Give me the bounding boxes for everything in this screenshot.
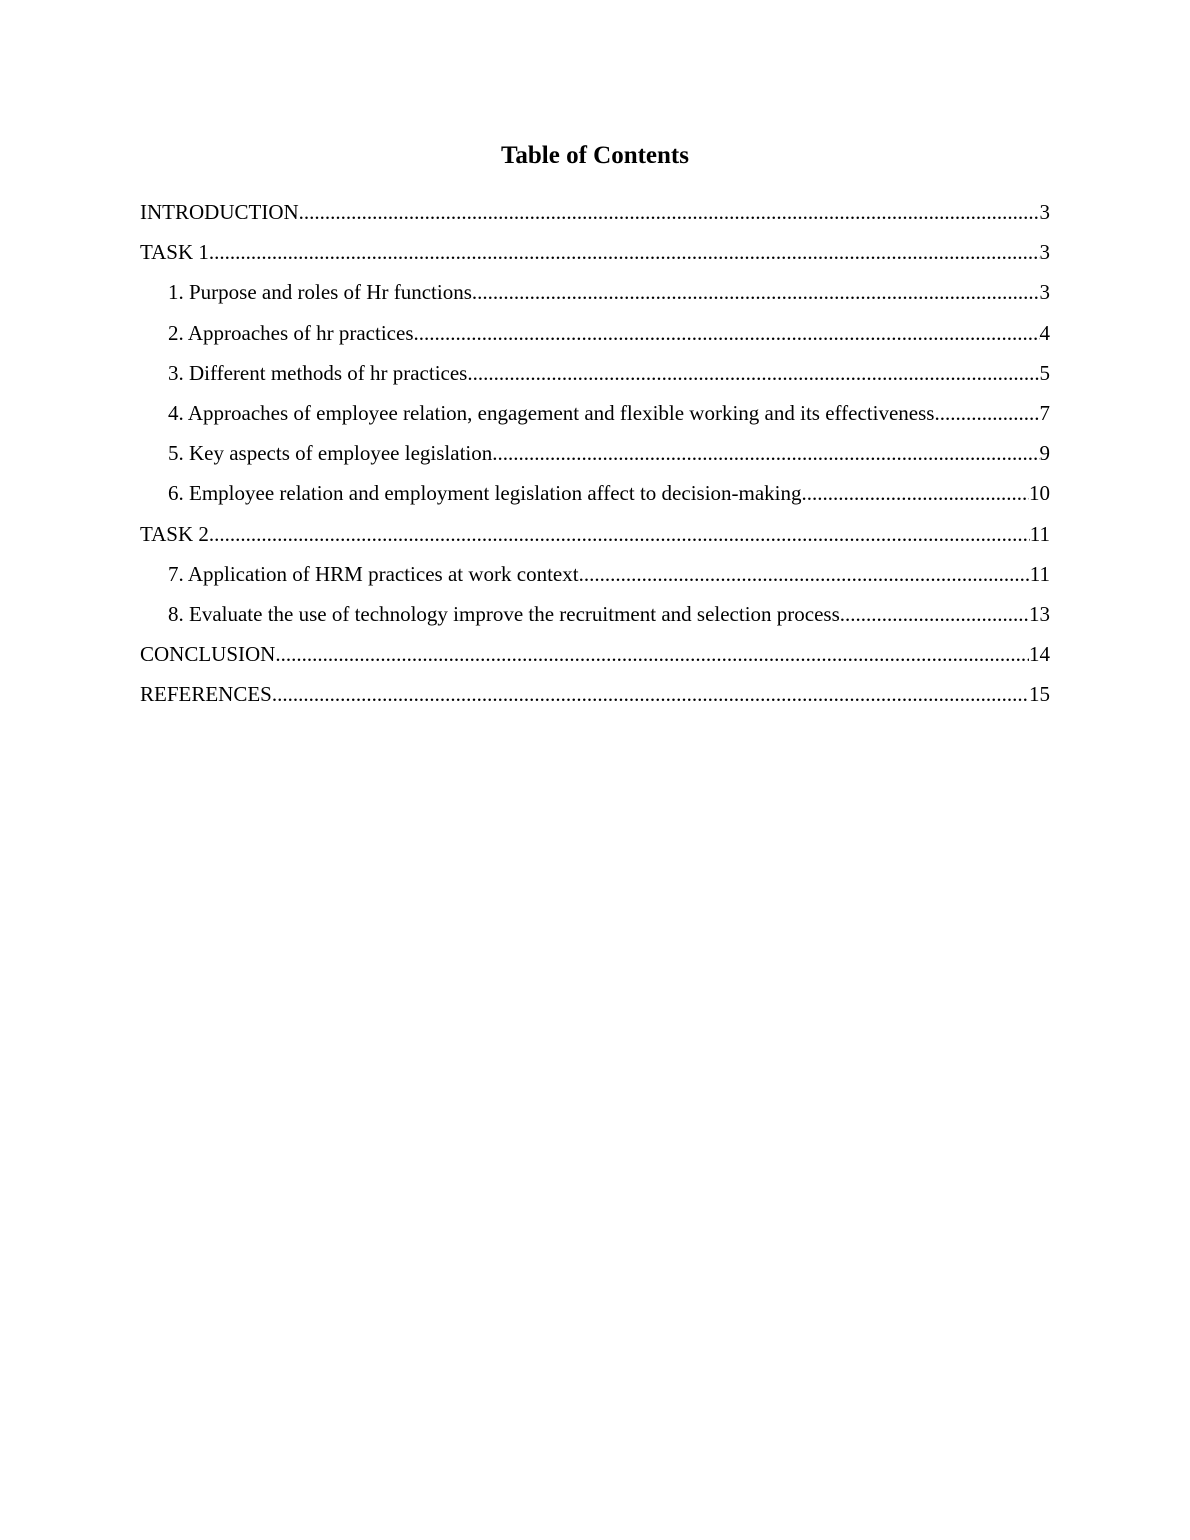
toc-entry-page: 3 [1039, 280, 1050, 305]
toc-entry-hrm-practices[interactable] [140, 558, 1050, 598]
toc-entry-technology[interactable] [140, 598, 1050, 638]
toc-entry-task-2[interactable] [140, 518, 1050, 558]
toc-entry-page: 3 [1039, 200, 1050, 224]
toc-entry-text: 6. Employee relation and employment legislation affect to decision-making [168, 481, 802, 506]
toc-entry-references[interactable] [140, 678, 1050, 718]
toc-entry-decision-making[interactable] [140, 477, 1050, 517]
toc-entry-page: 3 [1039, 240, 1050, 265]
toc-entry-page: 7 [1039, 400, 1050, 425]
toc-dot-leader [299, 196, 1040, 228]
toc-entry-text: 7. Application of HRM practices at work context [168, 561, 579, 586]
toc-entry-task-1[interactable] [140, 236, 1050, 276]
toc-dot-leader [579, 558, 1030, 590]
toc-list [140, 196, 1050, 718]
toc-entry-page: 9 [1039, 441, 1050, 466]
toc-entry-text: 5. Key aspects of employee legislation [168, 441, 493, 466]
toc-title: Table of Contents [501, 142, 689, 169]
toc-entry-text: CONCLUSION [140, 642, 276, 667]
toc-dot-leader [472, 276, 1040, 308]
toc-entry-text: INTRODUCTION [140, 200, 299, 224]
toc-dot-leader [467, 357, 1039, 389]
toc-dot-leader [209, 236, 1040, 268]
toc-dot-leader [272, 678, 1029, 710]
toc-entry-different-methods[interactable] [140, 357, 1050, 397]
toc-entry-page: 4 [1039, 320, 1050, 345]
toc-entry-purpose-roles[interactable] [140, 276, 1050, 316]
toc-entry-text: 4. Approaches of employee relation, engagement and flexible working and its effectiveness [168, 400, 935, 425]
toc-dot-leader [275, 638, 1029, 670]
toc-entry-page: 5 [1039, 360, 1050, 385]
toc-entry-page: 15 [1029, 682, 1050, 707]
toc-entry-key-aspects[interactable] [140, 437, 1050, 477]
toc-entry-conclusion[interactable] [140, 638, 1050, 678]
toc-dot-leader [492, 437, 1039, 469]
toc-dot-leader [840, 598, 1029, 630]
toc-entry-text: REFERENCES [140, 682, 272, 707]
toc-entry-text: 3. Different methods of hr practices [168, 360, 468, 385]
toc-entry-text: 2. Approaches of hr practices [168, 320, 414, 345]
toc-entry-page: 10 [1029, 481, 1050, 506]
toc-entry-page: 11 [1029, 561, 1050, 586]
toc-entry-text: TASK 2 [140, 521, 209, 546]
toc-dot-leader [934, 397, 1039, 429]
toc-entry-approaches-hr[interactable] [140, 317, 1050, 357]
toc-entry-page: 14 [1029, 642, 1050, 667]
toc-dot-leader [802, 477, 1029, 509]
toc-entry-text: 8. Evaluate the use of technology improve the recruitment and selection process [168, 601, 840, 626]
toc-dot-leader [414, 317, 1040, 349]
toc-dot-leader [209, 518, 1030, 550]
toc-entry-employee-relation[interactable] [140, 397, 1050, 437]
toc-entry-text: 1. Purpose and roles of Hr functions [168, 280, 472, 305]
toc-entry-page: 13 [1029, 601, 1050, 626]
toc-entry-page: 11 [1029, 521, 1050, 546]
toc-entry-introduction[interactable] [140, 196, 1050, 236]
toc-entry-text: TASK 1 [140, 240, 209, 265]
